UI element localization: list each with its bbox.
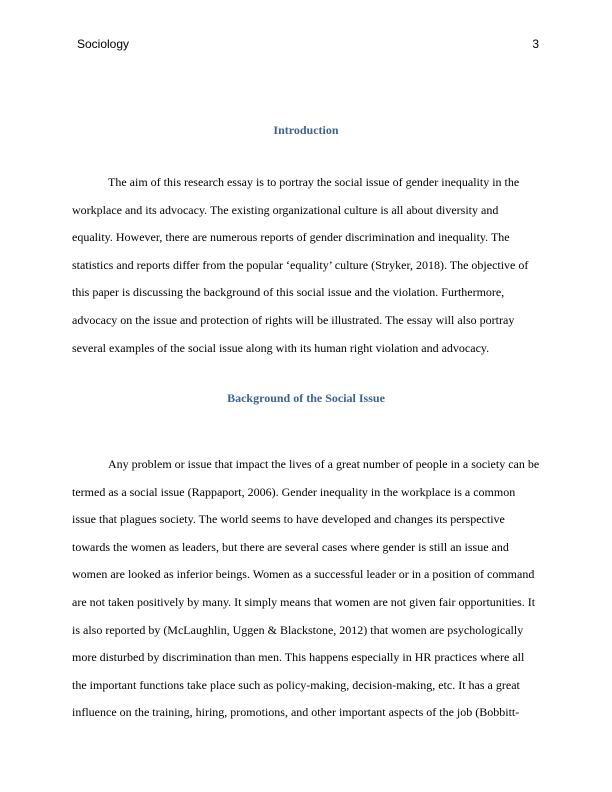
background-paragraph <box>72 451 544 727</box>
section-heading-introduction: Introduction <box>273 123 339 137</box>
paragraph-line: workplace and its advocacy. The existing organizational culture is all about diversity and <box>72 202 499 217</box>
paragraph-line: is also reported by (McLaughlin, Uggen & Blackstone, 2012) that women are psychologically <box>72 622 524 637</box>
paragraph-line: The aim of this research essay is to portray the social issue of gender inequality in the <box>108 175 520 189</box>
paragraph-line: are not taken positively by many. It simply means that women are not given fair opportunities. It <box>72 594 536 609</box>
paragraph-line: Any problem or issue that impact the lives of a great number of people in a society can be <box>108 457 540 471</box>
paragraph-line: women are looked as inferior beings. Women as a successful leader or in a position of command <box>72 567 535 582</box>
page-number: 3 <box>532 37 539 51</box>
paragraph-line: advocacy on the issue and protection of rights will be illustrated. The essay will also portray <box>72 312 515 327</box>
paragraph-line: termed as a social issue (Rappaport, 2006). Gender inequality in the workplace is a common <box>72 484 516 499</box>
paragraph-line: influence on the training, hiring, promotions, and other important aspects of the job (Bobbitt- <box>72 705 520 720</box>
running-head: Sociology <box>77 37 130 51</box>
paragraph-line: equality. However, there are numerous reports of gender discrimination and inequality. The <box>72 230 510 245</box>
paragraph-line: several examples of the social issue along with its human right violation and advocacy. <box>72 340 490 355</box>
paragraph-line: statistics and reports differ from the popular ‘equality’ culture (Stryker, 2018). The objective of <box>72 257 529 272</box>
paragraph-line: issue that plagues society. The world seems to have developed and changes its perspective <box>72 512 505 527</box>
paragraph-line: this paper is discussing the background of this social issue and the violation. Furthermore, <box>72 285 505 300</box>
paragraph-line: the important functions take place such as policy-making, decision-making, etc. It has a great <box>72 677 520 692</box>
paragraph-line: more disturbed by discrimination than men. This happens especially in HR practices where all <box>72 650 525 665</box>
section-heading-background: Background of the Social Issue <box>227 391 385 405</box>
paragraph-line: towards the women as leaders, but there are several cases where gender is still an issue and <box>72 539 509 554</box>
introduction-paragraph <box>72 169 544 362</box>
